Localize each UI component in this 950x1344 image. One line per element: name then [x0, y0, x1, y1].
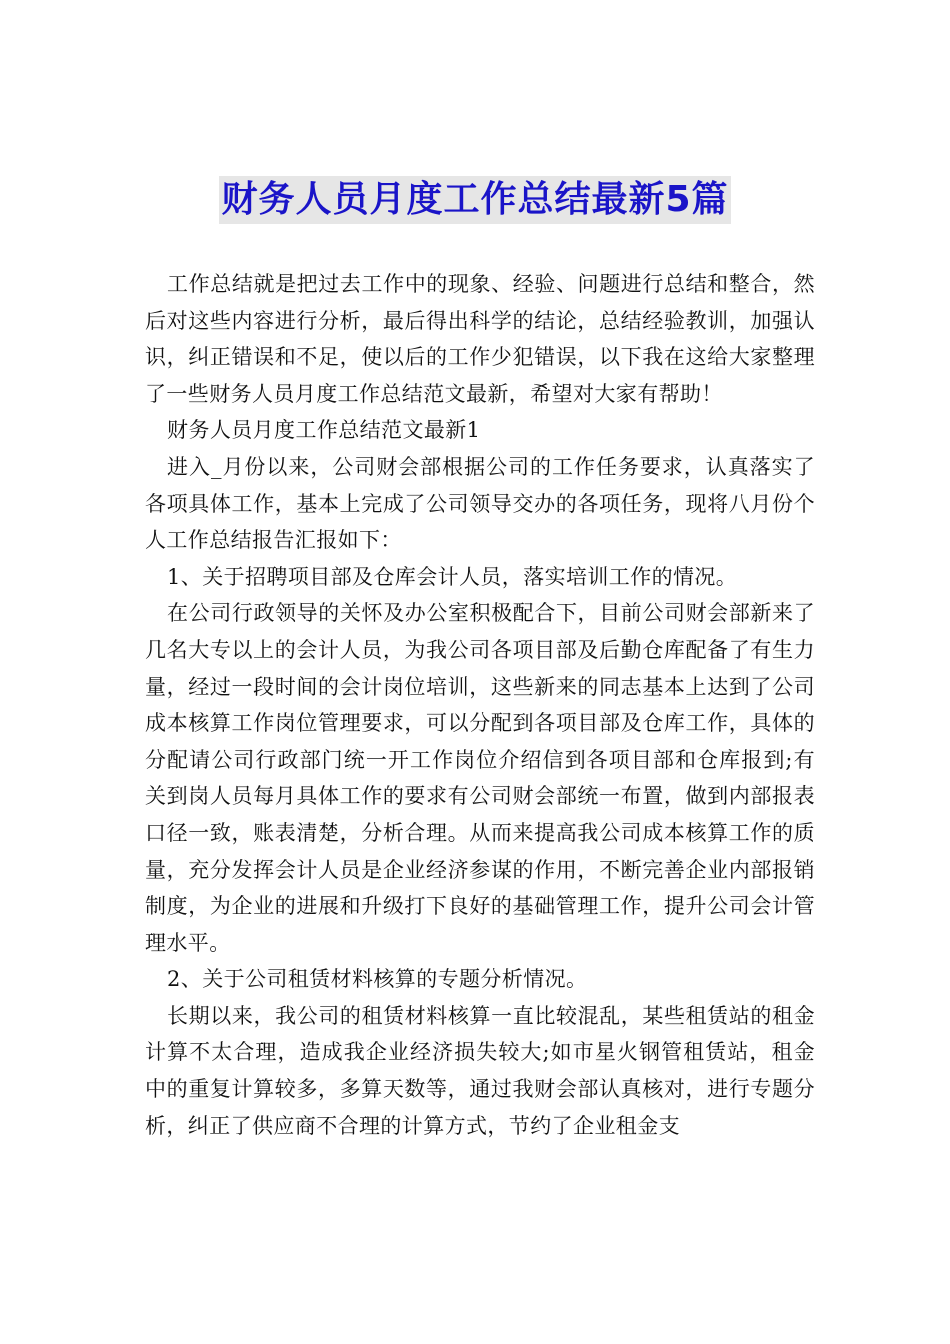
item-2-heading: 2、关于公司租赁材料核算的专题分析情况。: [167, 967, 588, 992]
item-1-paragraph: 在公司行政领导的关怀及办公室积极配合下，目前公司财会部新来了几名大专以上的会计人员，为我公司各项目部及后勤仓库配备了有生力量，经过一段时间的会计岗位培训，这些新来的同志基本上达到了公司成本核算工作岗位管理要求，可以分配到各项目部及仓库工作，具体的分配请公司行政部门统一开工作岗位介绍信到各项目部和仓库报到;有关到岗人员每月具体工作的要求有公司财会部统一布置，做到内部报表口径一致，账表清楚，分析合理。从而来提高我公司成本核算工作的质量，充分发挥会计人员是企业经济参谋的作用，不断完善企业内部报销制度，为企业的进展和升级打下良好的基础管理工作，提升公司会计管理水平。: [145, 601, 815, 955]
document-title: 财务人员月度工作总结最新5篇: [219, 176, 730, 224]
item-1-heading: 1、关于招聘项目部及仓库会计人员，落实培训工作的情况。: [167, 564, 738, 589]
section-heading-1: 财务人员月度工作总结范文最新1: [167, 418, 481, 443]
document-body: [145, 266, 815, 1144]
section-1-intro-paragraph: 进入_月份以来，公司财会部根据公司的工作任务要求，认真落实了各项具体工作，基本上完成了公司领导交办的各项任务，现将八月份个人工作总结报告汇报如下：: [145, 454, 815, 553]
intro-paragraph: 工作总结就是把过去工作中的现象、经验、问题进行总结和整合，然后对这些内容进行分析，最后得出科学的结论，总结经验教训，加强认识，纠正错误和不足，使以后的工作少犯错误，以下我在这给大家整理了一些财务人员月度工作总结范文最新，希望对大家有帮助！: [145, 272, 815, 406]
title-container: [0, 176, 950, 224]
item-2-paragraph: 长期以来，我公司的租赁材料核算一直比较混乱，某些租赁站的租金计算不太合理，造成我企业经济损失较大;如市星火钢管租赁站，租金中的重复计算较多，多算天数等，通过我财会部认真核对，进行专题分析，纠正了供应商不合理的计算方式，节约了企业租金支: [145, 1003, 815, 1138]
